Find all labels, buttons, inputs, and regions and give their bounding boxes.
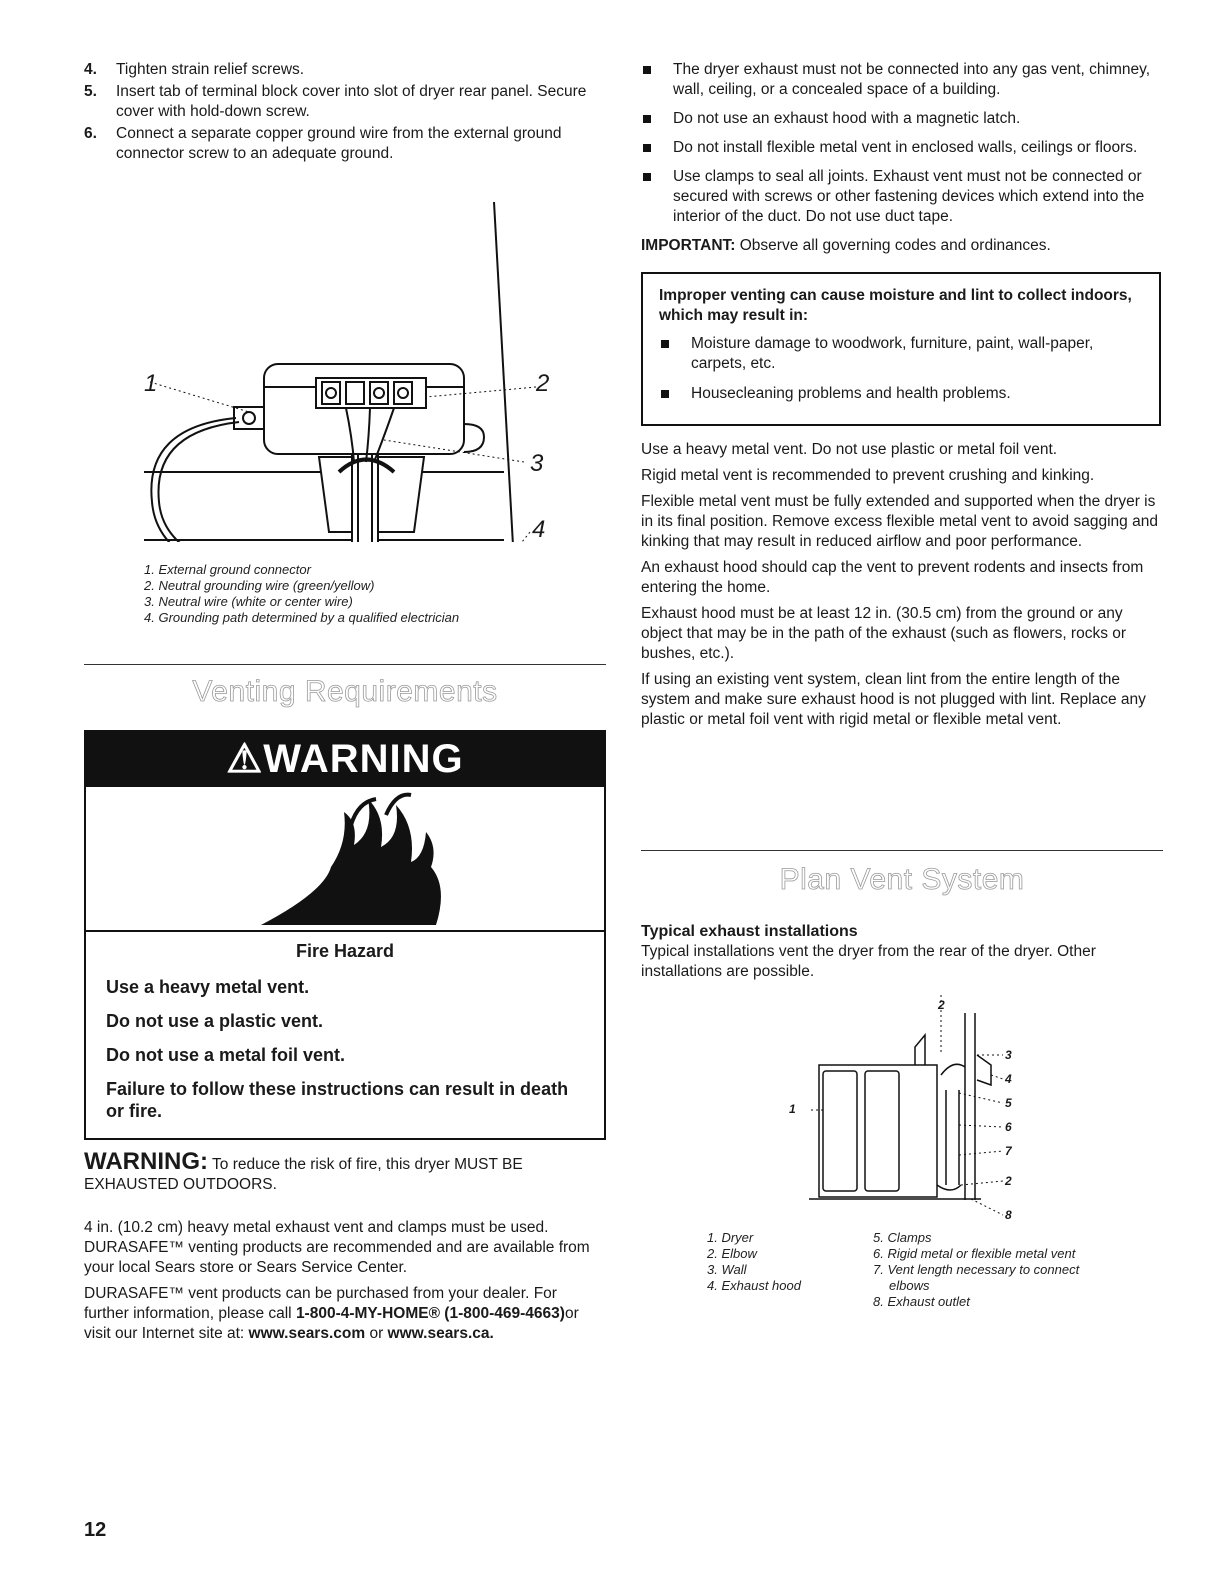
warning-header: ⚠WARNING bbox=[86, 732, 604, 787]
page-number: 12 bbox=[84, 1519, 107, 1541]
callout-1: 1 bbox=[144, 370, 158, 397]
exhaust-rules-list bbox=[641, 60, 1161, 227]
warning-label: WARNING: bbox=[84, 1148, 208, 1175]
list-item: The dryer exhaust must not be connected into any gas vent, chimney, wall, ceiling, or a concealed space of a building. bbox=[641, 60, 1161, 100]
list-item: Do not install flexible metal vent in enclosed walls, ceilings or floors. bbox=[641, 138, 1161, 158]
callout-2: 2 bbox=[536, 370, 550, 397]
fire-icon bbox=[86, 787, 603, 930]
warning-body: Fire Hazard Use a heavy metal vent. Do not use a plastic vent. Do not use a metal foil vent. Failure to follow these instructions can result in death or fire. bbox=[86, 932, 604, 1144]
step-item: 4. Tighten strain relief screws. bbox=[84, 61, 305, 78]
typical-installations: Typical exhaust installations Typical installations vent the dryer from the rear of the dryer. Other installations are possible. bbox=[641, 922, 1163, 982]
figure-1-legend: 1. External ground connector 2. Neutral grounding wire (green/yellow) 3. Neutral wire (white or center wire) 4. Grounding path determined by a qualified electrician bbox=[144, 562, 460, 625]
list-item: Housecleaning problems and health problems. bbox=[659, 384, 1143, 404]
vent-guidelines: Use a heavy metal vent. Do not use plastic or metal foil vent. Rigid metal vent is recommended to prevent crushing and kinking. Flexible metal vent must be fully extended and supported when the dryer is in its final position. Remove excess flexible metal vent to avoid sagging and kinking that may result in reduced airflow and poor performance. An exhaust hood should cap the vent to prevent rodents and insects from entering the home. Exhaust hood must be at least 12 in. (30.5 cm) from the ground or any object that may be in the path of the exhaust (such as flowers, rocks or bushes, etc.). If using an existing vent system, clean lint from the entire length of the system and make sure exhaust hood is not plugged with lint. Replace any plastic or metal foil vent with rigid metal or flexible metal vent. bbox=[641, 441, 1158, 728]
fire-hazard-warning-box bbox=[84, 730, 606, 1140]
figure-2-callouts: 2 3 4 1 5 6 7 2 8 bbox=[789, 998, 1012, 1222]
callout-4: 4 bbox=[532, 516, 546, 543]
section-divider bbox=[641, 850, 1163, 851]
step-item: 5. Insert tab of terminal block cover into slot of dryer rear panel. Secure cover with hold-down screw. bbox=[84, 83, 587, 120]
improper-venting-box: Improper venting can cause moisture and lint to collect indoors, which may result in: Moisture damage to woodwork, furniture, paint, wall-paper, carpets, etc. Housecleaning problems and health problems. bbox=[641, 272, 1161, 426]
list-item: Moisture damage to woodwork, furniture, paint, wall-paper, carpets, etc. bbox=[659, 334, 1143, 374]
sears-ca-link[interactable]: www.sears.ca. bbox=[387, 1325, 494, 1342]
fire-pictogram bbox=[86, 787, 604, 932]
fire-hazard-label: Fire Hazard bbox=[295, 941, 395, 961]
section-divider bbox=[84, 664, 606, 665]
list-item: Do not use an exhaust hood with a magnetic latch. bbox=[641, 109, 1161, 129]
important-note: IMPORTANT: Observe all governing codes and ordinances. bbox=[641, 237, 1051, 254]
plan-vent-system-title: Plan Vent System bbox=[779, 863, 1025, 896]
typical-heading: Typical exhaust installations bbox=[641, 923, 858, 940]
sears-com-link[interactable]: www.sears.com bbox=[248, 1325, 366, 1342]
vent-product-info: 4 in. (10.2 cm) heavy metal exhaust vent and clamps must be used. DURASAFE™ venting products are recommended and are available from your local Sears store or Sears Service Center. DURASAFE™ vent products can be purchased from your dealer. For further information, please call 1-800-4-MY-HOME® (1-800-469-4663)or visit our Internet site at: www.sears.com or www.sears.ca. bbox=[84, 1219, 590, 1342]
install-steps bbox=[84, 60, 606, 164]
callout-3: 3 bbox=[530, 450, 544, 477]
right-column: The dryer exhaust must not be connected into any gas vent, chimney, wall, ceiling, or a concealed space of a building. Do not use an exhaust hood with a magnetic latch. Do not install flexible metal vent in enclosed walls, ceilings or floors. Use clamps to seal all joints. Exhaust vent must not be connected or secured with screws or other fastening devices which extend into the interior of the duct. Do not use duct tape. IMPORTANT: Observe all governing codes and ordinances. Improper venting can cause moisture and lint to collect indoors, which may result in: Moisture damage to woodwork, furniture, paint, wall-paper, carpets, etc. Housecleaning problems and health problems. Use a heavy metal vent. Do not use plastic or metal foil vent. Rigid metal vent is recommended to prevent crushing and kinking. Flexible metal vent must be fully extended and supported when the dryer is in its final position. Remove excess flexible metal vent to avoid sagging and kinking that may result in reduced airflow and poor performance. An exhaust hood should cap the vent to prevent rodents and insects from entering the home. Exhaust hood must be at least 12 in. (30.5 cm) from the ground or any object that may be in the path of the exhaust (such as flowers, rocks or bushes, etc.). If using an existing vent system, clean lint from the entire length of the system and make sure exhaust hood is not plugged with lint. Replace any plastic or metal foil vent with rigid metal or flexible metal vent. Plan Vent System Typical exhaust installations Typical installations vent the dryer from the rear of the dryer. Other installations are possible. 2 3 4 1 5 6 7 2 8 1. Dryer 2. Elbow 3. Wall 4. Exhaust hood 5. Clamps 6. Rigid metal or flexible metal vent 7. Vent length necessary to connect elbows 8. Exhaust outlet bbox=[641, 60, 1161, 736]
left-column bbox=[84, 60, 606, 1342]
phone-number: 1-800-4-MY-HOME® (1-800-469-4663) bbox=[295, 1305, 565, 1322]
step-item: 6. Connect a separate copper ground wire from the external ground connector screw to an adequate ground. bbox=[84, 125, 562, 162]
wiring-illustration bbox=[84, 202, 606, 542]
terminal-block-diagram bbox=[84, 202, 606, 542]
warning-statement: WARNING: To reduce the risk of fire, this dryer MUST BE EXHAUSTED OUTDOORS. bbox=[84, 1148, 523, 1193]
warning-triangle-icon: ⚠ bbox=[226, 737, 264, 781]
venting-requirements-title: Venting Requirements bbox=[192, 675, 498, 708]
list-item: Use clamps to seal all joints. Exhaust vent must not be connected or secured with screws or other fastening devices which extend into the interior of the duct. Do not use duct tape. bbox=[641, 167, 1161, 227]
